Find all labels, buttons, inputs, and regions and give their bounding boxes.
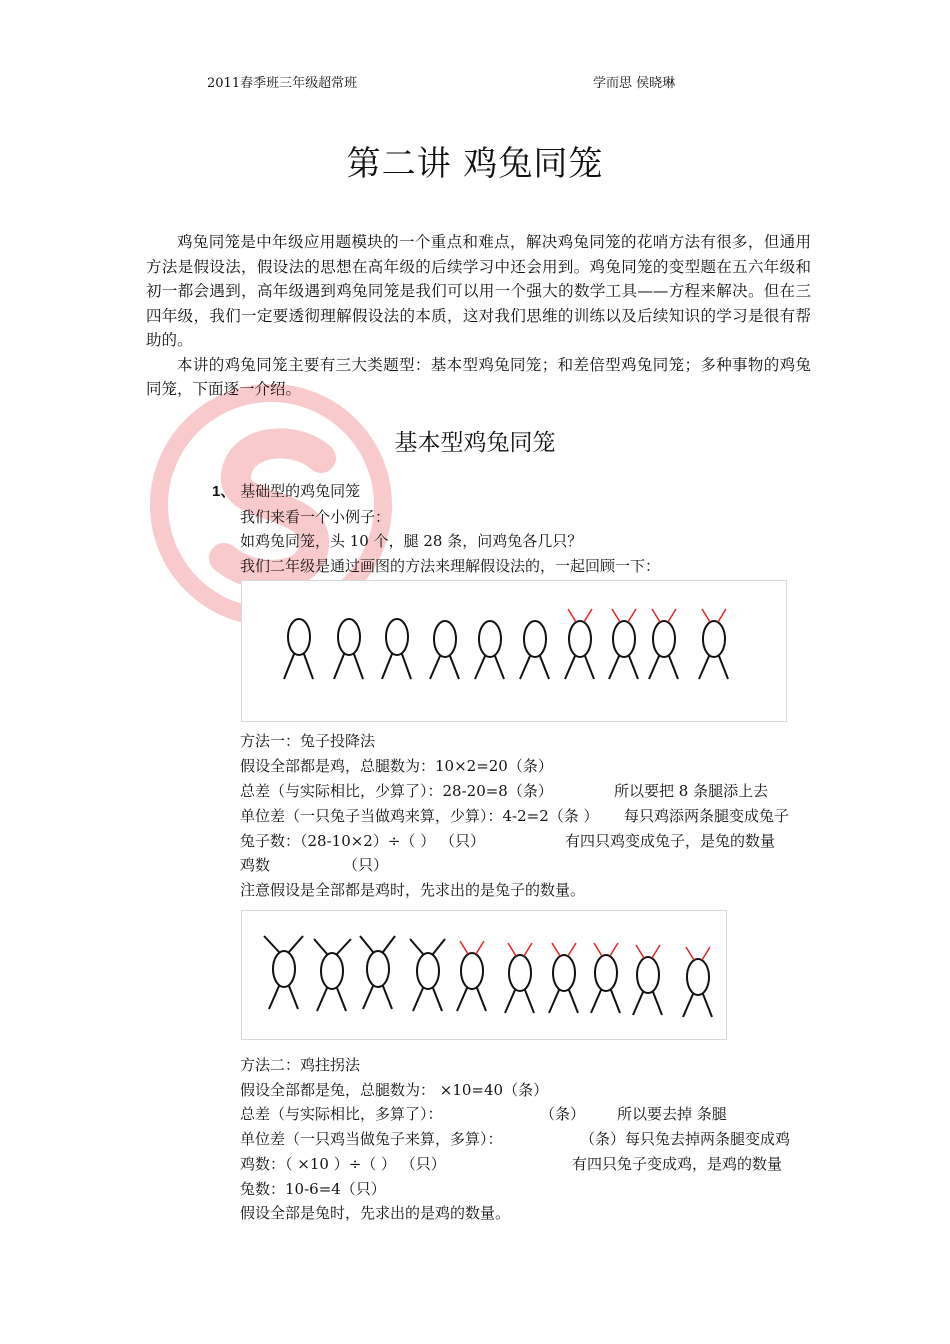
header-course: 2011春季班三年级超常班 (207, 76, 358, 91)
method1-line-3: 单位差（一只兔子当做鸡来算，少算）：4-2=2（条 ） (240, 807, 599, 825)
method1-line-1: 假设全部都是鸡，总腿数为：10×2=20（条） (240, 757, 553, 775)
header-author: 学而思 侯晓琳 (593, 76, 676, 91)
figure-chicken (520, 621, 549, 679)
figure-chicken (334, 619, 363, 679)
method1-title: 方法一：兔子投降法 (240, 732, 376, 750)
method1-line-2: 总差（与实际相比，少算了）：28-20=8（条） (240, 782, 553, 800)
intro-paragraph-1: 鸡兔同笼是中年级应用题模块的一个重点和难点，解决鸡兔同笼的花哨方法有很多，但通用方法是假设法，假设法的思想在高年级的后续学习中还会用到。鸡兔同笼的变型题在五六年级和初一都会遇到，高年级遇到鸡兔同笼是我们可以用一个强大的数学工具——方程来解决。但在三四年级，我们一定要透彻理解假设法的本质，这对我们思维的训练以及后续知识的学习是很有帮助的。 (146, 233, 811, 349)
method2-line-2-note: 所以要去掉 条腿 (617, 1105, 727, 1123)
method2-line-2: 总差（与实际相比，多算了）： (240, 1105, 443, 1123)
intro-paragraph-2: 本讲的鸡兔同笼主要有三大类题型：基本型鸡兔同笼；和差倍型鸡兔同笼；多种事物的鸡兔同笼，下面逐一介绍。 (146, 355, 811, 398)
item-heading (212, 480, 360, 501)
method1-line-3-note: 每只鸡添两条腿变成兔子 (624, 807, 790, 825)
method2-line-5: 兔数：10-6=4（只） (240, 1180, 386, 1198)
method1-line-5: 鸡数 (240, 856, 271, 874)
figure-chicken (475, 621, 504, 679)
figure-chicken-on-crutches (314, 939, 351, 1011)
method1-line-4-note: 有四只鸡变成兔子，是兔的数量 (565, 832, 776, 850)
section-title: 基本型鸡兔同笼 (394, 430, 556, 456)
text-line: 我们来看一个小例子： (240, 508, 391, 526)
method1-line-4: 兔子数：（28-10×2）÷（ ） （只） (240, 832, 485, 850)
text-line: 我们二年级是通过画图的方法来理解假设法的，一起回顾一下： (240, 557, 661, 575)
item-label: 基础型的鸡兔同笼 (240, 482, 361, 500)
method1-line-2-note: 所以要把 8 条腿添上去 (614, 782, 769, 800)
figure-chicken (430, 621, 459, 679)
figure-rabbit (457, 941, 486, 1011)
method2-line-6: 假设全部是兔时，先求出的是鸡的数量。 (240, 1204, 511, 1222)
method2-line-4-note: 有四只兔子变成鸡，是鸡的数量 (572, 1155, 783, 1173)
figure-chickens-to-rabbits (241, 580, 787, 722)
figure-chicken-on-crutches (410, 939, 445, 1011)
figure-chicken (284, 619, 313, 679)
method1-line-5-unit: （只） (343, 856, 389, 874)
figure-chicken (382, 619, 411, 679)
intro-text (146, 230, 811, 402)
figure-rabbit (505, 943, 534, 1013)
text-line: 如鸡兔同笼，头 10 个，腿 28 条，问鸡兔各几只？ (240, 532, 583, 550)
item-number: 1、 (212, 483, 236, 500)
method2-line-2-unit: （条） (540, 1105, 586, 1123)
figure-rabbit (565, 609, 594, 679)
figure-rabbit (699, 609, 728, 679)
method1-line-6: 注意假设是全部都是鸡时，先求出的是兔子的数量。 (240, 881, 586, 899)
figure-rabbit (609, 609, 638, 679)
figure-rabbit (549, 943, 578, 1013)
figure-rabbit (683, 947, 712, 1017)
method2-line-3-note: （条）每只兔去掉两条腿变成鸡 (580, 1130, 791, 1148)
method2-line-4: 鸡数：（ ×10 ）÷（ ） （只） (240, 1155, 446, 1173)
figure-rabbit (591, 943, 620, 1013)
page-title: 第二讲 鸡兔同笼 (346, 144, 604, 184)
figure-rabbit (649, 609, 678, 679)
figure-rabbit (633, 945, 662, 1015)
method2-line-1: 假设全部都是兔，总腿数为： ×10=40（条） (240, 1081, 549, 1099)
figure-rabbits-to-chickens (241, 910, 727, 1040)
method2-line-3: 单位差（一只鸡当做兔子来算，多算）： (240, 1130, 503, 1148)
figure-chicken-on-crutches (264, 936, 303, 1009)
method2-title: 方法二：鸡拄拐法 (240, 1056, 361, 1074)
figure-chicken-on-crutches (360, 936, 395, 1009)
